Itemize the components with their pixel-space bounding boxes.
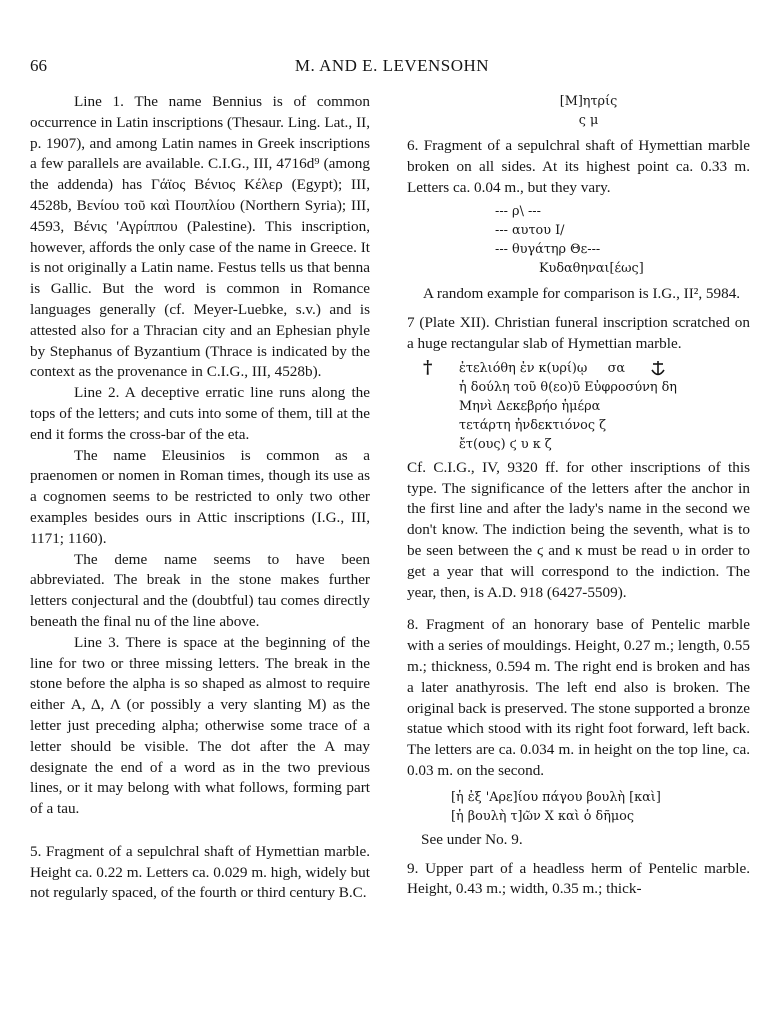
inscription-line: ἔτ(ους) ϛ υ κ ζ bbox=[459, 436, 552, 452]
inscription-line: [Μ]ητρίς bbox=[559, 94, 618, 109]
inscription-line: --- αυτου Ι/ bbox=[495, 223, 565, 239]
inscription-line: [ἡ ἐξ 'Αρε]ίου πάγου βουλὴ [καὶ] bbox=[451, 789, 661, 805]
paragraph-eleusinios: The name Eleusinios is common as a praenomen or nomen in Roman times, though its use as a cognomen seems to be restricted to only two other examples besides ours in Attic inscriptions (I.G., III, 1171; 1160). bbox=[30, 446, 370, 547]
cross-icon: † bbox=[423, 356, 433, 378]
paragraph-line1: Line 1. The name Bennius is of common occurrence in Latin inscriptions (Thesaur. Ling. Lat., II, p. 1907), and among Latin names in Greek inscriptions a few parallels are available. C.I.G., III, 4716d⁹ (among the addenda) has Γάϊος Βένιος Κέλερ (Egypt); III, 4528b, Βενίου τοῦ καὶ Πουπλίου (Northern Syria); III, 4593, Βένις 'Αγρίππου (Palestine). This inscription, however, affords the only case of the name in Greece. It is not originally a Latin name. Festus tells us that benna is Gallic. But the word is common in Romance languages generally (cf. Meyer-Luebke, s.v.) and is attested also for a Thracian city and an Ephesian phyle by Stephanus of Byzantium (Thrace is indicated by the context as the provenance in C.I.G., III, 4528b). bbox=[30, 93, 370, 381]
page-header bbox=[0, 56, 784, 78]
inscription-top bbox=[407, 92, 750, 130]
paragraph-cf: Cf. C.I.G., IV, 9320 ff. for other inscriptions of this type. The significance of the letters after the anchor in the first line and after the lady's name in the second we don't know. The indiction being the seventh, what is to be seen between the ϛ and κ must be read υ in order to get a year that will correspond to the indiction. The year, then, is A.D. 918 (6427-5509). bbox=[407, 458, 750, 601]
right-column bbox=[407, 92, 750, 900]
page-number: 66 bbox=[30, 56, 47, 75]
paragraph-item9: 9. Upper part of a headless herm of Pentelic marble. Height, 0.43 m.; width, 0.35 m.; thick- bbox=[407, 859, 750, 898]
running-title: M. AND E. LEVENSOHN bbox=[294, 56, 490, 75]
inscription-line: ἐτελιόθη ἐν κ(υρί)ῳ σα bbox=[459, 360, 626, 376]
inscription-7 bbox=[407, 356, 750, 454]
inscription-6 bbox=[407, 202, 750, 278]
paragraph-line2: Line 2. A deceptive erratic line runs along the tops of the letters; and cuts into some of them, till at the end it forms the cross-bar of the eta. bbox=[30, 384, 370, 443]
paragraph-item5: 5. Fragment of a sepulchral shaft of Hymettian marble. Height ca. 0.22 m. Letters ca. 0.029 m. high, widely but not regularly spaced, of the fourth or third century B.C. bbox=[30, 842, 370, 902]
inscription-line: Μηνὶ Δεκεβρήο ἡμέρα bbox=[459, 398, 601, 414]
inscription-line: --- θυγάτηρ Θε--- bbox=[495, 242, 601, 258]
paragraph-see: See under No. 9. bbox=[421, 830, 523, 848]
paragraph-item8: 8. Fragment of an honorary base of Pentelic marble with a series of mouldings. Height, 0.27 m.; length, 0.55 m.; thickness, 0.594 m. The right end is broken and has a later anathyrosis. The left end also is broken. The original back is preserved. The stone supported a bronze statue which stood with its right foot forward, left back. The letters are ca. 0.034 m. in height on the top line, ca. 0.03 m. on the second. bbox=[407, 616, 750, 779]
inscription-line: Κυδαθηναι[έως] bbox=[539, 261, 644, 277]
inscription-line: --- ρ\ --- bbox=[495, 204, 541, 220]
paragraph-comparison: A random example for comparison is I.G., II², 5984. bbox=[423, 285, 741, 303]
paragraph-item7: 7 (Plate XII). Christian funeral inscription scratched on a huge rectangular slab of Hymettian marble. bbox=[407, 314, 750, 352]
inscription-line: ἡ δούλη τοῦ θ(εο)ῦ Εὐφροσύνη δη bbox=[459, 379, 677, 395]
paragraph-deme: The deme name seems to have been abbreviated. The break in the stone makes further letters conjectural and the (doubtful) tau comes directly beneath the final nu of the line above. bbox=[30, 550, 370, 630]
inscription-8 bbox=[407, 788, 750, 826]
paragraph-line3: Line 3. There is space at the beginning of the line for two or three missing letters. The break in the stone before the alpha is so shaped as almost to require either Α, Δ, Λ (or possibly a very slanting M) as the letter just preceding alpha; otherwise some trace of a letter should be visible. The dot after the A may designate the end of a word as in the two previous lines, or it may belong with what follows, forming part of a tau. bbox=[30, 633, 370, 818]
inscription-line: [ἡ βουλὴ τ]ῶν Χ καὶ ὁ δῆμος bbox=[451, 808, 635, 824]
left-column bbox=[30, 92, 370, 904]
anchor-icon bbox=[651, 360, 665, 377]
inscription-line: τετάρτη ἠνδεκτιόνος ζ bbox=[459, 417, 607, 433]
paragraph-item6: 6. Fragment of a sepulchral shaft of Hymettian marble broken on all sides. At its highest point ca. 0.33 m. Letters ca. 0.04 m., but they vary. bbox=[407, 137, 750, 196]
inscription-line: ς μ bbox=[578, 113, 599, 128]
